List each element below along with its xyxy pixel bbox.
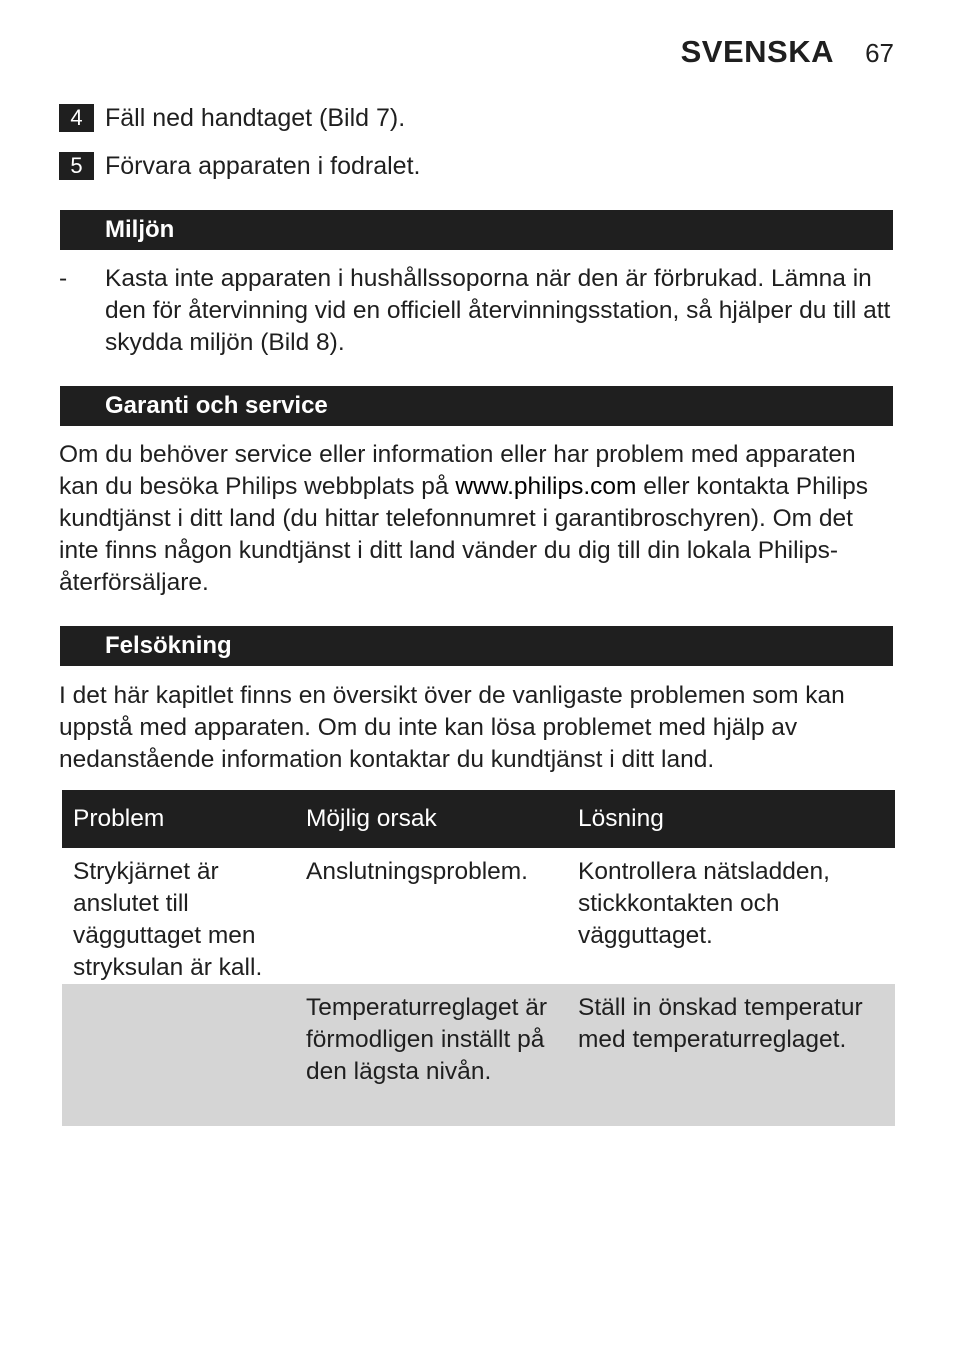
table-header-row <box>62 790 895 848</box>
cell-problem <box>62 984 295 1126</box>
warranty-paragraph <box>59 439 899 599</box>
warranty-text-end: eller kontakta Philips kundtjänst i ditt land (du hittar telefonnumret i garantibroschyren). Om det inte finns någon kundtjänst i ditt land vänder du dig till din lokala Philips-återförsäljare. <box>59 473 868 596</box>
cell-problem: Strykjärnet är anslutet till vägguttaget men stryksulan är kall. <box>62 848 295 984</box>
step-text: Förvara apparaten i fodralet. <box>105 151 421 180</box>
section-heading-felsokning: Felsökning <box>60 626 893 666</box>
bullet-dash: - <box>59 265 68 292</box>
step-5 <box>59 152 420 180</box>
section-heading-garanti: Garanti och service <box>60 386 893 426</box>
cell-solution: Kontrollera nätsladden, stickkontakten och vägguttaget. <box>567 848 895 984</box>
step-text: Fäll ned handtaget (Bild 7). <box>105 103 406 132</box>
step-number: 4 <box>59 104 94 132</box>
warranty-text-start: Om du behöver service eller information eller har problem med apparaten kan du besöka Philips webbplats på <box>59 441 856 500</box>
cell-solution: Ställ in önskad temperatur med temperaturreglaget. <box>567 984 895 1126</box>
header-solution: Lösning <box>567 790 895 848</box>
cell-cause: Temperaturreglaget är förmodligen inställt på den lägsta nivån. <box>295 984 567 1126</box>
table-row <box>62 848 895 984</box>
cell-cause: Anslutningsproblem. <box>295 848 567 984</box>
step-4 <box>59 104 405 132</box>
bullet-text: Kasta inte apparaten i hushållssoporna när den är förbrukad. Lämna in den för återvinning vid en officiell återvinningsstation, så hjälper du till att skydda miljön (Bild 8). <box>105 265 891 356</box>
troubleshooting-intro: I det här kapitlet finns en översikt över de vanligaste problemen som kan uppstå med apparaten. Om du inte kan lösa problemet med hjälp av nedanstående information kontaktar du kundtjänst i ditt land. <box>59 682 845 773</box>
philips-website-link[interactable]: www.philips.com <box>455 473 637 500</box>
header-cause: Möjlig orsak <box>295 790 567 848</box>
troubleshooting-table <box>62 790 895 1126</box>
step-number: 5 <box>59 152 94 180</box>
environment-bullet <box>59 263 899 359</box>
page-number: 67 <box>865 38 894 68</box>
header-language: SVENSKA <box>680 34 834 69</box>
section-heading-miljon: Miljön <box>60 210 893 250</box>
table-row <box>62 984 895 1126</box>
header-problem: Problem <box>62 790 295 848</box>
